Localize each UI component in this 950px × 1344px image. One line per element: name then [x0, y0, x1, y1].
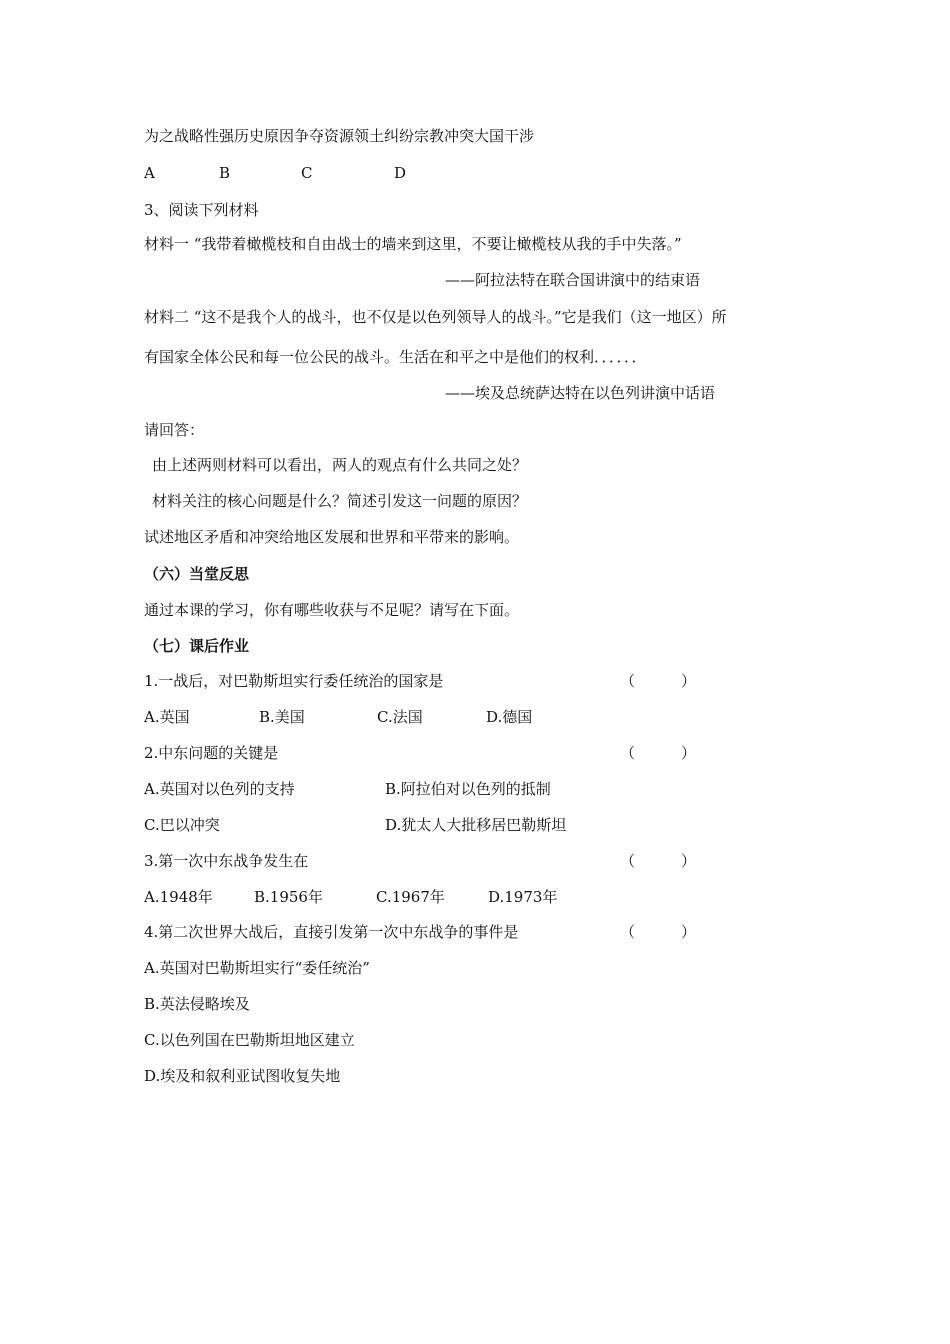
q1-option-d: D.德国 — [486, 708, 533, 726]
question-2-stem: 2.中东问题的关键是 — [144, 744, 279, 762]
q1-option-c: C.法国 — [377, 708, 423, 726]
q3-intro: 3、阅读下列材料 — [144, 201, 259, 219]
q4-option-d: D.埃及和叙利亚试图收复失地 — [144, 1067, 341, 1085]
q4-option-b: B.英法侵略埃及 — [144, 995, 250, 1013]
question-1-stem: 1.一战后，对巴勒斯坦实行委任统治的国家是 — [144, 672, 444, 690]
material-two-line2: 有国家全体公民和每一位公民的战斗。生活在和平之中是他们的权利．．．．．． — [144, 348, 647, 366]
sub-question-1: 由上述两则材料可以看出，两人的观点有什么共同之处？ — [152, 456, 528, 474]
section7-heading: （七）课后作业 — [144, 637, 250, 655]
q3-option-a: A.1948年 — [144, 888, 213, 906]
q4-option-c: C.以色列国在巴勒斯坦地区建立 — [144, 1031, 355, 1049]
q4-option-a: A.英国对巴勒斯坦实行“委任统治” — [144, 959, 370, 977]
letter-c: C — [301, 164, 313, 182]
ask-label: 请回答： — [144, 421, 205, 439]
material-one-source: ——阿拉法特在联合国讲演中的结束语 — [445, 271, 701, 289]
q2-option-c: C.巴以冲突 — [144, 816, 220, 834]
q3-option-c: C.1967年 — [376, 888, 445, 906]
material-two-source: ——埃及总统萨达特在以色列讲演中话语 — [445, 384, 716, 402]
q1-option-a: A.英国 — [144, 708, 190, 726]
question-3-stem: 3.第一次中东战争发生在 — [144, 852, 309, 870]
q2-option-d: D.犹太人大批移居巴勒斯坦 — [385, 816, 567, 834]
q2-option-a: A.英国对以色列的支持 — [144, 780, 295, 798]
options-line: 为之战略性强历史原因争夺资源领土纠纷宗教冲突大国干涉 — [144, 127, 535, 145]
letter-a: A — [144, 164, 155, 182]
sub-question-3: 试述地区矛盾和冲突给地区发展和世界和平带来的影响。 — [144, 528, 520, 546]
question-4-stem: 4.第二次世界大战后，直接引发第一次中东战争的事件是 — [144, 923, 519, 941]
q3-option-b: B.1956年 — [254, 888, 323, 906]
section6-heading: （六）当堂反思 — [144, 565, 250, 583]
letter-d: D — [394, 164, 407, 182]
section6-text: 通过本课的学习，你有哪些收获与不足呢？请写在下面。 — [144, 601, 520, 619]
material-one: 材料一 “我带着橄榄枝和自由战士的墙来到这里，不要让橄榄枝从我的手中失落。” — [144, 235, 682, 253]
material-two-line1: 材料二 “这不是我个人的战斗，也不仅是以色列领导人的战斗。”它是我们（这一地区）所 — [144, 308, 727, 326]
q2-option-b: B.阿拉伯对以色列的抵制 — [385, 780, 551, 798]
q3-option-d: D.1973年 — [488, 888, 558, 906]
sub-question-2: 材料关注的核心问题是什么？简述引发这一问题的原因？ — [152, 492, 528, 510]
q1-option-b: B.美国 — [259, 708, 305, 726]
letter-b: B — [219, 164, 231, 182]
